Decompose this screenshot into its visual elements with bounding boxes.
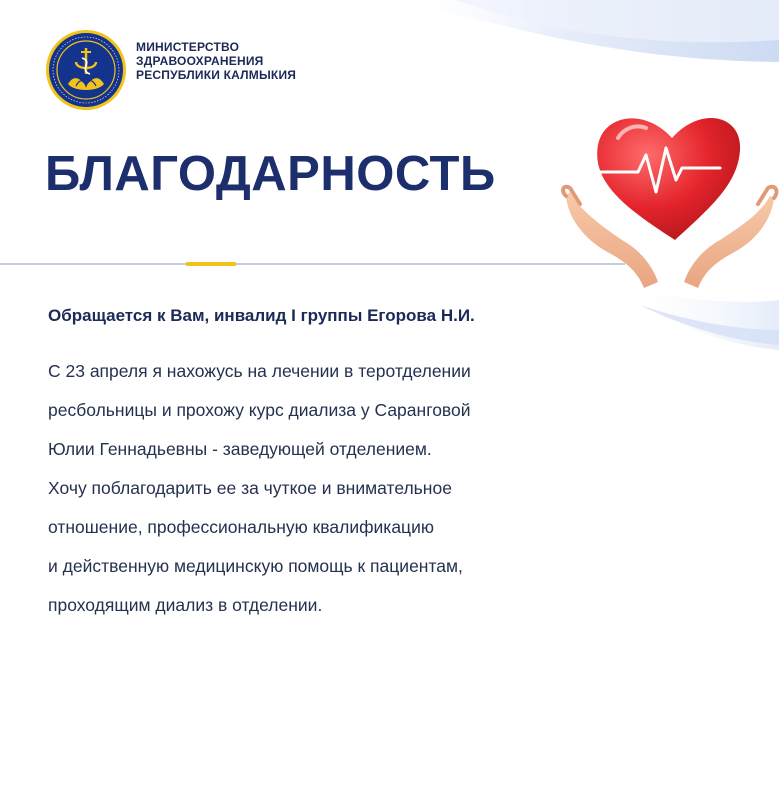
letter-line-5: отношение, профессиональную квалификацию <box>48 517 434 537</box>
letter-line-2: ресбольницы и прохожу курс диализа у Саранговой <box>48 400 471 420</box>
organization-name <box>136 40 296 82</box>
letter-line-7: проходящим диализ в отделении. <box>48 595 323 615</box>
letter-body <box>48 352 608 625</box>
divider-accent <box>186 262 236 266</box>
divider-line <box>0 263 625 265</box>
org-line-3: РЕСПУБЛИКИ КАЛМЫКИЯ <box>136 68 297 82</box>
heart-in-hands-icon <box>560 100 779 300</box>
letter-line-4: Хочу поблагодарить ее за чуткое и внимательное <box>48 478 452 498</box>
page-title: БЛАГОДАРНОСТЬ <box>45 147 496 201</box>
letter-line-1: С 23 апреля я нахожусь на лечении в теротделении <box>48 361 471 381</box>
org-line-1: МИНИСТЕРСТВО <box>136 40 240 54</box>
ministry-emblem-icon <box>44 28 128 112</box>
letter-line-3: Юлии Геннадьевны - заведующей отделением. <box>48 439 432 459</box>
org-line-2: ЗДРАВООХРАНЕНИЯ <box>136 54 264 68</box>
letter-line-6: и действенную медицинскую помощь к пациентам, <box>48 556 463 576</box>
greeting-line: Обращается к Вам, инвалид I группы Егорова Н.И. <box>48 306 475 325</box>
